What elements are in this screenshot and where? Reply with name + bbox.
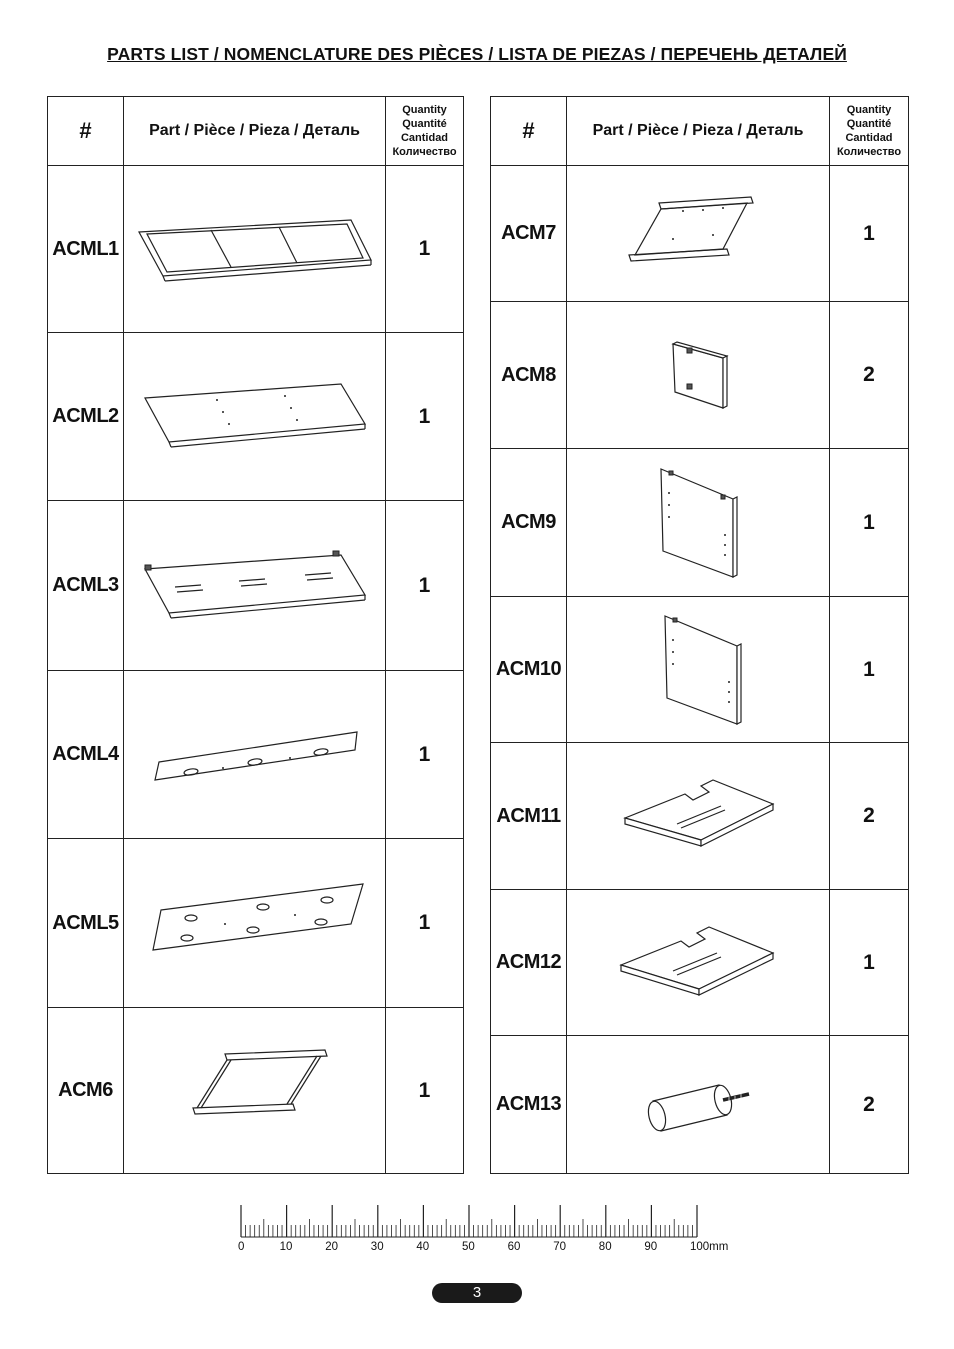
shelf-board-icon	[613, 913, 783, 1013]
ruler-label: 30	[370, 1241, 384, 1253]
part-code: ACM8	[491, 302, 567, 449]
table-row	[491, 597, 909, 743]
part-quantity: 1	[830, 597, 909, 743]
ruler-ticks	[230, 1198, 750, 1238]
holed-panel-icon	[135, 878, 375, 968]
table-row	[48, 839, 464, 1008]
table-row	[491, 449, 909, 597]
part-quantity: 2	[830, 302, 909, 449]
table-row	[491, 743, 909, 890]
header-part: Part / Pièce / Pieza / Деталь	[124, 97, 386, 166]
ruler-label: 50	[462, 1241, 475, 1253]
part-quantity: 1	[386, 839, 464, 1008]
part-quantity: 1	[386, 1008, 464, 1174]
part-quantity: 1	[386, 501, 464, 671]
ruler-label: 100mm	[690, 1241, 729, 1253]
part-quantity: 1	[830, 449, 909, 597]
part-quantity: 1	[830, 890, 909, 1036]
part-code: ACM13	[491, 1036, 567, 1174]
leg-icon	[623, 1065, 773, 1145]
part-code: ACM9	[491, 449, 567, 597]
strip-panel-icon	[135, 710, 375, 800]
header-hash: #	[48, 97, 124, 166]
shelf-board-icon	[613, 766, 783, 866]
table-header-row	[48, 97, 464, 166]
ruler-label: 60	[507, 1241, 521, 1253]
table-row	[48, 1008, 464, 1174]
header-hash: #	[491, 97, 567, 166]
ruler-label: 20	[325, 1241, 338, 1253]
part-quantity: 2	[830, 743, 909, 890]
tray-frame-icon	[623, 189, 773, 279]
part-code: ACM10	[491, 597, 567, 743]
part-quantity: 1	[386, 671, 464, 839]
ruler-label: 10	[279, 1241, 293, 1253]
table-header-row	[491, 97, 909, 166]
table-row	[491, 166, 909, 302]
table-row	[48, 333, 464, 501]
part-code: ACML5	[48, 839, 124, 1008]
table-row	[48, 166, 464, 333]
part-code: ACML2	[48, 333, 124, 501]
ruler-label: 0	[238, 1241, 245, 1253]
measurement-ruler	[230, 1198, 750, 1258]
parts-table-right	[490, 96, 909, 1174]
ruler-label: 90	[644, 1241, 658, 1253]
tray-frame-icon	[135, 1046, 375, 1136]
part-code: ACM6	[48, 1008, 124, 1174]
ruler-label: 40	[416, 1241, 430, 1253]
frame-panel-icon	[135, 204, 375, 294]
ruler-label: 70	[553, 1241, 566, 1253]
part-code: ACML1	[48, 166, 124, 333]
page-title: PARTS LIST / NOMENCLATURE DES PIÈCES / LISTA DE PIEZAS / ПЕРЕЧЕНЬ ДЕТАЛЕЙ	[107, 44, 847, 64]
table-row	[48, 501, 464, 671]
part-code: ACML3	[48, 501, 124, 671]
part-quantity: 1	[830, 166, 909, 302]
table-row	[491, 1036, 909, 1174]
ruler-label: 80	[598, 1241, 612, 1253]
part-quantity: 1	[386, 166, 464, 333]
slotted-panel-icon	[135, 541, 375, 631]
header-quantity: Quantity Quantité Cantidad Количество	[386, 97, 464, 166]
table-row	[491, 302, 909, 449]
part-code: ACM12	[491, 890, 567, 1036]
header-part: Part / Pièce / Pieza / Деталь	[567, 97, 830, 166]
small-board-icon	[623, 330, 773, 420]
ruler-labels	[230, 1241, 750, 1257]
side-panel-icon	[623, 610, 773, 730]
page-number: 3	[432, 1283, 522, 1303]
part-quantity: 1	[386, 333, 464, 501]
part-code: ACM11	[491, 743, 567, 890]
part-quantity: 2	[830, 1036, 909, 1174]
header-quantity: Quantity Quantité Cantidad Количество	[830, 97, 909, 166]
table-row	[48, 671, 464, 839]
parts-table-left	[47, 96, 464, 1174]
part-code: ACM7	[491, 166, 567, 302]
table-row	[491, 890, 909, 1036]
part-code: ACML4	[48, 671, 124, 839]
side-panel-icon	[623, 463, 773, 583]
flat-panel-icon	[135, 372, 375, 462]
